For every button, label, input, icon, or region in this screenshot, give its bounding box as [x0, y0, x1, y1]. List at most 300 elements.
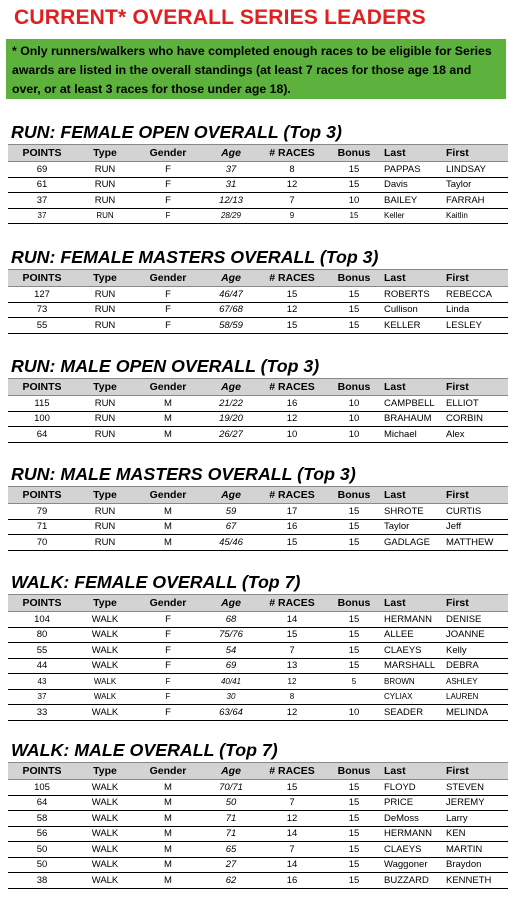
cell-points: 100 [8, 411, 76, 427]
cell-last: CAMPBELL [384, 396, 446, 412]
table-row [8, 627, 508, 643]
column-header-last: Last [384, 487, 446, 504]
column-header-age: Age [202, 379, 260, 396]
column-header-gender: Gender [134, 595, 202, 612]
column-header-age: Age [202, 145, 260, 162]
cell-bonus: 5 [324, 674, 384, 690]
cell-bonus: 15 [324, 826, 384, 842]
column-header-last: Last [384, 379, 446, 396]
cell-points: 71 [8, 519, 76, 535]
cell-first: DENISE [446, 612, 508, 628]
column-header-type: Type [76, 379, 134, 396]
cell-gender: F [134, 627, 202, 643]
cell-gender: M [134, 519, 202, 535]
cell-races: 12 [260, 674, 324, 690]
section-title: WALK: FEMALE OVERALL (Top 7) [11, 572, 301, 592]
cell-age: 40/41 [202, 674, 260, 690]
cell-points: 115 [8, 396, 76, 412]
cell-last: BUZZARD [384, 873, 446, 889]
cell-last: Taylor [384, 519, 446, 535]
cell-age: 37 [202, 162, 260, 178]
header-row [8, 145, 508, 162]
cell-type: RUN [76, 287, 134, 303]
column-header-last: Last [384, 763, 446, 780]
cell-type: WALK [76, 811, 134, 827]
cell-age: 45/46 [202, 535, 260, 551]
cell-points: 37 [8, 208, 76, 224]
cell-bonus: 15 [324, 795, 384, 811]
cell-type: WALK [76, 842, 134, 858]
cell-age: 70/71 [202, 780, 260, 796]
cell-first: JEREMY [446, 795, 508, 811]
cell-first: ELLIOT [446, 396, 508, 412]
cell-races: 12 [260, 177, 324, 193]
cell-first: Braydon [446, 857, 508, 873]
cell-bonus: 15 [324, 519, 384, 535]
cell-age: 75/76 [202, 627, 260, 643]
cell-races: 16 [260, 873, 324, 889]
cell-races: 15 [260, 780, 324, 796]
column-header-bonus: Bonus [324, 379, 384, 396]
cell-races: 9 [260, 208, 324, 224]
column-header-points: POINTS [8, 379, 76, 396]
header-row [8, 487, 508, 504]
column-header-first: First [446, 379, 508, 396]
column-header-last: Last [384, 595, 446, 612]
cell-age: 28/29 [202, 208, 260, 224]
header-row [8, 379, 508, 396]
cell-first: Alex [446, 427, 508, 443]
cell-gender: M [134, 504, 202, 520]
column-header-races: # RACES [260, 145, 324, 162]
cell-last: HERMANN [384, 826, 446, 842]
cell-last: PAPPAS [384, 162, 446, 178]
cell-last: GADLAGE [384, 535, 446, 551]
cell-bonus: 15 [324, 873, 384, 889]
cell-points: 50 [8, 857, 76, 873]
table-row [8, 162, 508, 178]
table-row [8, 302, 508, 318]
cell-first: KENNETH [446, 873, 508, 889]
cell-first: Kelly [446, 643, 508, 659]
cell-age: 68 [202, 612, 260, 628]
cell-gender: M [134, 826, 202, 842]
cell-type: WALK [76, 627, 134, 643]
cell-races: 14 [260, 612, 324, 628]
cell-races: 10 [260, 427, 324, 443]
column-header-gender: Gender [134, 379, 202, 396]
cell-points: 44 [8, 658, 76, 674]
cell-gender: F [134, 705, 202, 721]
cell-first: JOANNE [446, 627, 508, 643]
cell-points: 55 [8, 643, 76, 659]
cell-type: RUN [76, 302, 134, 318]
cell-last: Keller [384, 208, 446, 224]
cell-bonus: 15 [324, 658, 384, 674]
column-header-gender: Gender [134, 487, 202, 504]
cell-age: 21/22 [202, 396, 260, 412]
cell-last: CYLIAX [384, 689, 446, 705]
column-header-type: Type [76, 487, 134, 504]
column-header-last: Last [384, 145, 446, 162]
column-header-races: # RACES [260, 379, 324, 396]
cell-age: 46/47 [202, 287, 260, 303]
cell-age: 26/27 [202, 427, 260, 443]
cell-races: 12 [260, 411, 324, 427]
cell-last: KELLER [384, 318, 446, 334]
header-row [8, 763, 508, 780]
table-row [8, 811, 508, 827]
section-title: WALK: MALE OVERALL (Top 7) [11, 740, 278, 760]
cell-races: 12 [260, 705, 324, 721]
section-run-male-open-overall-top-3 [8, 354, 508, 443]
column-header-points: POINTS [8, 145, 76, 162]
cell-type: WALK [76, 705, 134, 721]
cell-type: WALK [76, 643, 134, 659]
cell-gender: F [134, 689, 202, 705]
cell-first: STEVEN [446, 780, 508, 796]
cell-age: 54 [202, 643, 260, 659]
cell-last: Waggoner [384, 857, 446, 873]
table-row [8, 674, 508, 690]
column-header-type: Type [76, 595, 134, 612]
column-header-races: # RACES [260, 270, 324, 287]
column-header-age: Age [202, 270, 260, 287]
cell-points: 61 [8, 177, 76, 193]
cell-gender: F [134, 302, 202, 318]
section-walk-female-overall-top-7 [8, 570, 508, 721]
table-row [8, 705, 508, 721]
table-row [8, 795, 508, 811]
cell-age: 71 [202, 811, 260, 827]
cell-points: 50 [8, 842, 76, 858]
cell-type: RUN [76, 411, 134, 427]
section-title: RUN: MALE OPEN OVERALL (Top 3) [11, 356, 320, 376]
table-row [8, 826, 508, 842]
cell-bonus: 15 [324, 302, 384, 318]
cell-bonus: 10 [324, 193, 384, 209]
cell-first: CORBIN [446, 411, 508, 427]
cell-races: 14 [260, 826, 324, 842]
cell-bonus: 15 [324, 287, 384, 303]
cell-first: Jeff [446, 519, 508, 535]
cell-type: WALK [76, 857, 134, 873]
cell-races: 17 [260, 504, 324, 520]
column-header-age: Age [202, 487, 260, 504]
standings-table [8, 762, 508, 889]
cell-bonus: 15 [324, 612, 384, 628]
column-header-points: POINTS [8, 595, 76, 612]
cell-bonus: 15 [324, 318, 384, 334]
section-run-female-open-overall-top-3 [8, 120, 508, 224]
table-row [8, 873, 508, 889]
cell-gender: F [134, 318, 202, 334]
cell-last: CLAEYS [384, 643, 446, 659]
cell-age: 12/13 [202, 193, 260, 209]
cell-gender: M [134, 535, 202, 551]
cell-type: WALK [76, 780, 134, 796]
cell-age: 58/59 [202, 318, 260, 334]
cell-last: CLAEYS [384, 842, 446, 858]
cell-points: 56 [8, 826, 76, 842]
cell-last: Michael [384, 427, 446, 443]
cell-type: RUN [76, 318, 134, 334]
cell-gender: M [134, 857, 202, 873]
column-header-races: # RACES [260, 487, 324, 504]
cell-points: 64 [8, 795, 76, 811]
cell-first: LESLEY [446, 318, 508, 334]
cell-age: 31 [202, 177, 260, 193]
cell-points: 73 [8, 302, 76, 318]
cell-type: WALK [76, 873, 134, 889]
cell-points: 37 [8, 689, 76, 705]
column-header-first: First [446, 763, 508, 780]
column-header-gender: Gender [134, 270, 202, 287]
cell-type: WALK [76, 826, 134, 842]
column-header-bonus: Bonus [324, 487, 384, 504]
column-header-type: Type [76, 763, 134, 780]
cell-gender: F [134, 612, 202, 628]
cell-races: 16 [260, 396, 324, 412]
section-title: RUN: FEMALE MASTERS OVERALL (Top 3) [11, 247, 379, 267]
cell-bonus: 15 [324, 842, 384, 858]
table-row [8, 689, 508, 705]
cell-last: ALLEE [384, 627, 446, 643]
table-row [8, 658, 508, 674]
section-run-female-masters-overall-top-3 [8, 245, 508, 334]
cell-last: BAILEY [384, 193, 446, 209]
cell-bonus [324, 689, 384, 705]
cell-bonus: 15 [324, 162, 384, 178]
cell-age: 62 [202, 873, 260, 889]
cell-races: 7 [260, 193, 324, 209]
cell-bonus: 15 [324, 504, 384, 520]
cell-gender: M [134, 795, 202, 811]
standings-table [8, 144, 508, 224]
cell-last: Cullison [384, 302, 446, 318]
cell-bonus: 15 [324, 643, 384, 659]
cell-gender: M [134, 427, 202, 443]
cell-last: FLOYD [384, 780, 446, 796]
cell-first: REBECCA [446, 287, 508, 303]
cell-last: BRAHAUM [384, 411, 446, 427]
table-row [8, 857, 508, 873]
cell-age: 63/64 [202, 705, 260, 721]
cell-age: 59 [202, 504, 260, 520]
cell-type: WALK [76, 612, 134, 628]
column-header-gender: Gender [134, 763, 202, 780]
table-row [8, 318, 508, 334]
cell-gender: F [134, 208, 202, 224]
cell-type: RUN [76, 396, 134, 412]
table-row [8, 612, 508, 628]
page-title: CURRENT* OVERALL SERIES LEADERS [14, 6, 426, 29]
cell-bonus: 15 [324, 627, 384, 643]
cell-gender: F [134, 193, 202, 209]
cell-points: 37 [8, 193, 76, 209]
standings-table [8, 486, 508, 551]
column-header-bonus: Bonus [324, 145, 384, 162]
cell-type: WALK [76, 658, 134, 674]
cell-races: 7 [260, 643, 324, 659]
table-row [8, 287, 508, 303]
table-row [8, 177, 508, 193]
cell-type: RUN [76, 177, 134, 193]
standings-table [8, 378, 508, 443]
cell-races: 15 [260, 627, 324, 643]
cell-last: DeMoss [384, 811, 446, 827]
eligibility-notice: * Only runners/walkers who have completed enough races to be eligible for Series awards are listed in the overall standings (at least 7 races for those age 18 and over, or at least 3 races for those under age 18). [6, 39, 506, 99]
cell-gender: F [134, 287, 202, 303]
cell-bonus: 15 [324, 177, 384, 193]
cell-type: RUN [76, 427, 134, 443]
cell-last: HERMANN [384, 612, 446, 628]
cell-age: 30 [202, 689, 260, 705]
cell-points: 80 [8, 627, 76, 643]
cell-gender: M [134, 780, 202, 796]
cell-type: WALK [76, 795, 134, 811]
column-header-first: First [446, 270, 508, 287]
cell-age: 65 [202, 842, 260, 858]
cell-first: KEN [446, 826, 508, 842]
cell-age: 67 [202, 519, 260, 535]
cell-first: Larry [446, 811, 508, 827]
column-header-first: First [446, 595, 508, 612]
cell-bonus: 10 [324, 427, 384, 443]
cell-races: 13 [260, 658, 324, 674]
column-header-age: Age [202, 595, 260, 612]
header-row [8, 595, 508, 612]
table-row [8, 208, 508, 224]
cell-gender: M [134, 411, 202, 427]
cell-bonus: 15 [324, 811, 384, 827]
table-row [8, 396, 508, 412]
cell-points: 43 [8, 674, 76, 690]
table-row [8, 519, 508, 535]
table-row [8, 643, 508, 659]
cell-gender: F [134, 674, 202, 690]
cell-first: LINDSAY [446, 162, 508, 178]
cell-type: RUN [76, 519, 134, 535]
cell-races: 16 [260, 519, 324, 535]
cell-age: 27 [202, 857, 260, 873]
cell-points: 69 [8, 162, 76, 178]
column-header-points: POINTS [8, 763, 76, 780]
cell-points: 55 [8, 318, 76, 334]
cell-bonus: 10 [324, 396, 384, 412]
cell-bonus: 15 [324, 535, 384, 551]
cell-first: DEBRA [446, 658, 508, 674]
cell-first: Kaitlin [446, 208, 508, 224]
cell-points: 58 [8, 811, 76, 827]
column-header-last: Last [384, 270, 446, 287]
cell-points: 79 [8, 504, 76, 520]
cell-last: PRICE [384, 795, 446, 811]
cell-gender: F [134, 177, 202, 193]
column-header-age: Age [202, 763, 260, 780]
cell-first: CURTIS [446, 504, 508, 520]
table-row [8, 842, 508, 858]
standings-table [8, 594, 508, 721]
cell-bonus: 15 [324, 208, 384, 224]
cell-first: FARRAH [446, 193, 508, 209]
cell-age: 67/68 [202, 302, 260, 318]
cell-races: 12 [260, 302, 324, 318]
column-header-first: First [446, 145, 508, 162]
standings-table [8, 269, 508, 334]
cell-type: RUN [76, 162, 134, 178]
cell-points: 127 [8, 287, 76, 303]
cell-type: RUN [76, 504, 134, 520]
column-header-gender: Gender [134, 145, 202, 162]
section-title: RUN: MALE MASTERS OVERALL (Top 3) [11, 464, 356, 484]
cell-age: 19/20 [202, 411, 260, 427]
cell-points: 104 [8, 612, 76, 628]
table-row [8, 427, 508, 443]
cell-type: WALK [76, 674, 134, 690]
cell-first: MELINDA [446, 705, 508, 721]
cell-first: MATTHEW [446, 535, 508, 551]
cell-races: 14 [260, 857, 324, 873]
cell-races: 7 [260, 842, 324, 858]
cell-gender: F [134, 658, 202, 674]
cell-points: 105 [8, 780, 76, 796]
column-header-bonus: Bonus [324, 270, 384, 287]
cell-bonus: 15 [324, 857, 384, 873]
cell-races: 12 [260, 811, 324, 827]
section-walk-male-overall-top-7 [8, 738, 508, 889]
cell-last: ROBERTS [384, 287, 446, 303]
cell-gender: M [134, 873, 202, 889]
table-row [8, 193, 508, 209]
column-header-type: Type [76, 270, 134, 287]
cell-type: WALK [76, 689, 134, 705]
cell-points: 33 [8, 705, 76, 721]
cell-last: MARSHALL [384, 658, 446, 674]
section-run-male-masters-overall-top-3 [8, 462, 508, 551]
cell-last: SEADER [384, 705, 446, 721]
column-header-races: # RACES [260, 595, 324, 612]
cell-bonus: 10 [324, 705, 384, 721]
column-header-type: Type [76, 145, 134, 162]
column-header-first: First [446, 487, 508, 504]
cell-first: Linda [446, 302, 508, 318]
cell-age: 71 [202, 826, 260, 842]
cell-type: RUN [76, 208, 134, 224]
cell-type: RUN [76, 193, 134, 209]
table-row [8, 780, 508, 796]
cell-type: RUN [76, 535, 134, 551]
cell-races: 8 [260, 162, 324, 178]
column-header-bonus: Bonus [324, 763, 384, 780]
table-row [8, 535, 508, 551]
column-header-bonus: Bonus [324, 595, 384, 612]
cell-races: 8 [260, 689, 324, 705]
cell-gender: M [134, 842, 202, 858]
table-row [8, 504, 508, 520]
table-row [8, 411, 508, 427]
cell-races: 15 [260, 318, 324, 334]
cell-last: Davis [384, 177, 446, 193]
column-header-points: POINTS [8, 487, 76, 504]
cell-races: 7 [260, 795, 324, 811]
cell-points: 38 [8, 873, 76, 889]
cell-first: ASHLEY [446, 674, 508, 690]
cell-gender: F [134, 643, 202, 659]
cell-gender: M [134, 396, 202, 412]
cell-points: 70 [8, 535, 76, 551]
cell-age: 69 [202, 658, 260, 674]
